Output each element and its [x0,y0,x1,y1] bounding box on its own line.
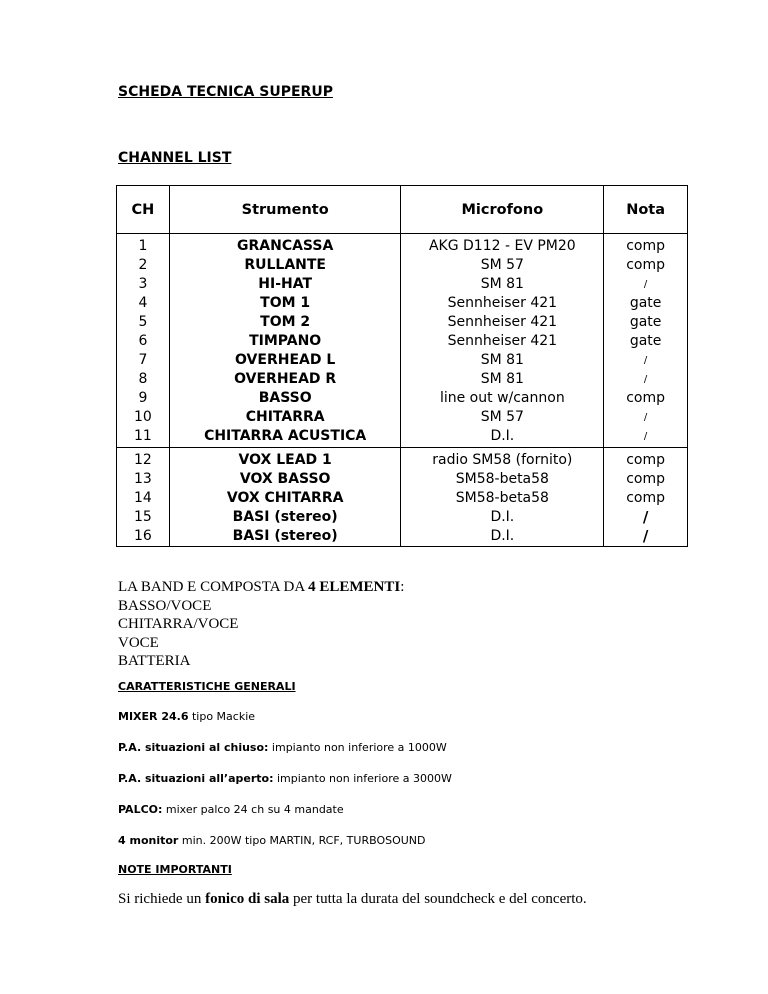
nota-value: gate [629,295,662,311]
nota-value: / [642,508,649,526]
header-ch: CH [117,186,170,234]
band-count: 4 ELEMENTI [308,579,401,595]
spec-mixer-label: MIXER 24.6 [118,710,189,723]
spec-stage-label: PALCO: [118,803,163,816]
nota-value: comp [626,452,665,468]
nota-value: comp [626,257,665,273]
cell-strumento [169,448,401,547]
nota-value: / [643,279,648,290]
microfono-value: SM 57 [480,257,524,273]
band-member: BASSO/VOCE [118,597,212,614]
microfono-value: SM 81 [480,352,524,368]
ch-value: 2 [138,257,148,273]
strumento-value: RULLANTE [244,257,326,273]
strumento-value: OVERHEAD R [234,371,337,387]
nota-value: / [642,527,649,545]
spec-mixer [118,710,255,723]
spec-pa-indoor-label: P.A. situazioni al chiuso: [118,741,269,754]
spec-monitor [118,834,426,847]
microfono-value: SM 81 [480,276,524,292]
spec-monitor-text: min. 200W tipo MARTIN, RCF, TURBOSOUND [178,834,426,847]
ch-value: 12 [134,452,152,468]
ch-value: 5 [138,314,148,330]
ch-value: 3 [138,276,148,292]
notes-heading: NOTE IMPORTANTI [118,863,232,876]
ch-value: 15 [134,509,152,525]
ch-value: 10 [134,409,152,425]
spec-pa-indoor-text: impianto non inferiore a 1000W [268,741,447,754]
ch-value: 9 [138,390,148,406]
note-sound-engineer [118,891,587,908]
cell-ch [117,234,170,448]
cell-microfono [401,448,604,547]
ch-value: 11 [134,428,152,444]
microfono-value: D.I. [490,528,515,544]
nota-value: comp [626,471,665,487]
cell-strumento [169,234,401,448]
band-member: CHITARRA/VOCE [118,616,239,632]
ch-value: 8 [138,371,148,387]
channel-group-row [117,448,688,547]
general-heading: CARATTERISTICHE GENERALI [118,680,296,693]
strumento-value: VOX BASSO [239,471,331,487]
ch-value: 1 [138,238,148,254]
microfono-value: SM 57 [480,409,524,425]
spec-pa-outdoor-text: impianto non inferiore a 3000W [273,772,452,785]
header-nota: Nota [604,186,688,234]
document-title: SCHEDA TECNICA SUPERUP [118,84,333,100]
cell-nota [604,448,688,547]
cell-ch [117,448,170,547]
microfono-value: SM 81 [480,371,524,387]
header-microfono: Microfono [401,186,604,234]
ch-value: 13 [134,471,152,487]
strumento-value: BASI (stereo) [232,509,338,525]
band-composition [118,578,404,671]
channel-list-table [116,185,688,547]
strumento-value: BASSO [258,390,312,406]
microfono-value: radio SM58 (fornito) [432,452,573,468]
band-intro-text: LA BAND E COMPOSTA DA [118,579,309,595]
spec-pa-outdoor-label: P.A. situazioni all’aperto: [118,772,274,785]
strumento-value: BASI (stereo) [232,528,338,544]
microfono-value: Sennheiser 421 [447,295,558,311]
spec-stage [118,803,344,816]
strumento-value: TOM 1 [260,295,311,311]
microfono-value: SM58-beta58 [455,490,549,506]
microfono-value: AKG D112 - EV PM20 [428,238,576,254]
channel-group-row [117,234,688,448]
band-member: VOCE [118,634,159,651]
spec-stage-text: mixer palco 24 ch su 4 mandate [162,803,344,816]
strumento-value: TOM 2 [260,314,311,330]
strumento-value: TIMPANO [249,333,322,349]
band-intro-end: : [400,579,405,595]
strumento-value: CHITARRA [245,409,325,425]
strumento-value: OVERHEAD L [235,352,336,368]
nota-value: comp [626,490,665,506]
microfono-value: D.I. [490,428,515,444]
nota-value: / [643,412,648,423]
band-intro [118,578,404,597]
nota-value: / [643,374,648,385]
ch-value: 7 [138,352,148,368]
microfono-value: Sennheiser 421 [447,314,558,330]
strumento-value: CHITARRA ACUSTICA [204,428,367,444]
microfono-value: D.I. [490,509,515,525]
strumento-value: VOX CHITARRA [226,490,344,506]
header-strumento: Strumento [169,186,401,234]
ch-value: 14 [134,490,152,506]
microfono-value: SM58-beta58 [455,471,549,487]
strumento-value: GRANCASSA [237,238,334,254]
nota-value: / [643,355,648,366]
cell-microfono [401,234,604,448]
band-member: BATTERIA [118,653,191,669]
note-text-after: per tutta la durata del soundcheck e del concerto. [289,891,587,907]
microfono-value: line out w/cannon [439,390,565,406]
nota-value: comp [626,238,665,254]
spec-pa-outdoor [118,772,452,785]
spec-monitor-label: 4 monitor [118,834,179,847]
channel-list-heading: CHANNEL LIST [118,150,232,166]
nota-value: / [643,431,648,442]
note-text-bold: fonico di sala [205,891,290,907]
spec-mixer-text: tipo Mackie [188,710,256,723]
strumento-value: HI-HAT [258,276,313,292]
nota-value: gate [629,333,662,349]
table-header-row [117,186,688,234]
strumento-value: VOX LEAD 1 [238,452,332,468]
ch-value: 6 [138,333,148,349]
cell-nota [604,234,688,448]
nota-value: comp [626,390,665,406]
nota-value: gate [629,314,662,330]
note-text-before: Si richiede un [118,891,206,907]
spec-pa-indoor [118,741,447,754]
ch-value: 4 [138,295,148,311]
ch-value: 16 [134,528,152,544]
microfono-value: Sennheiser 421 [447,333,558,349]
